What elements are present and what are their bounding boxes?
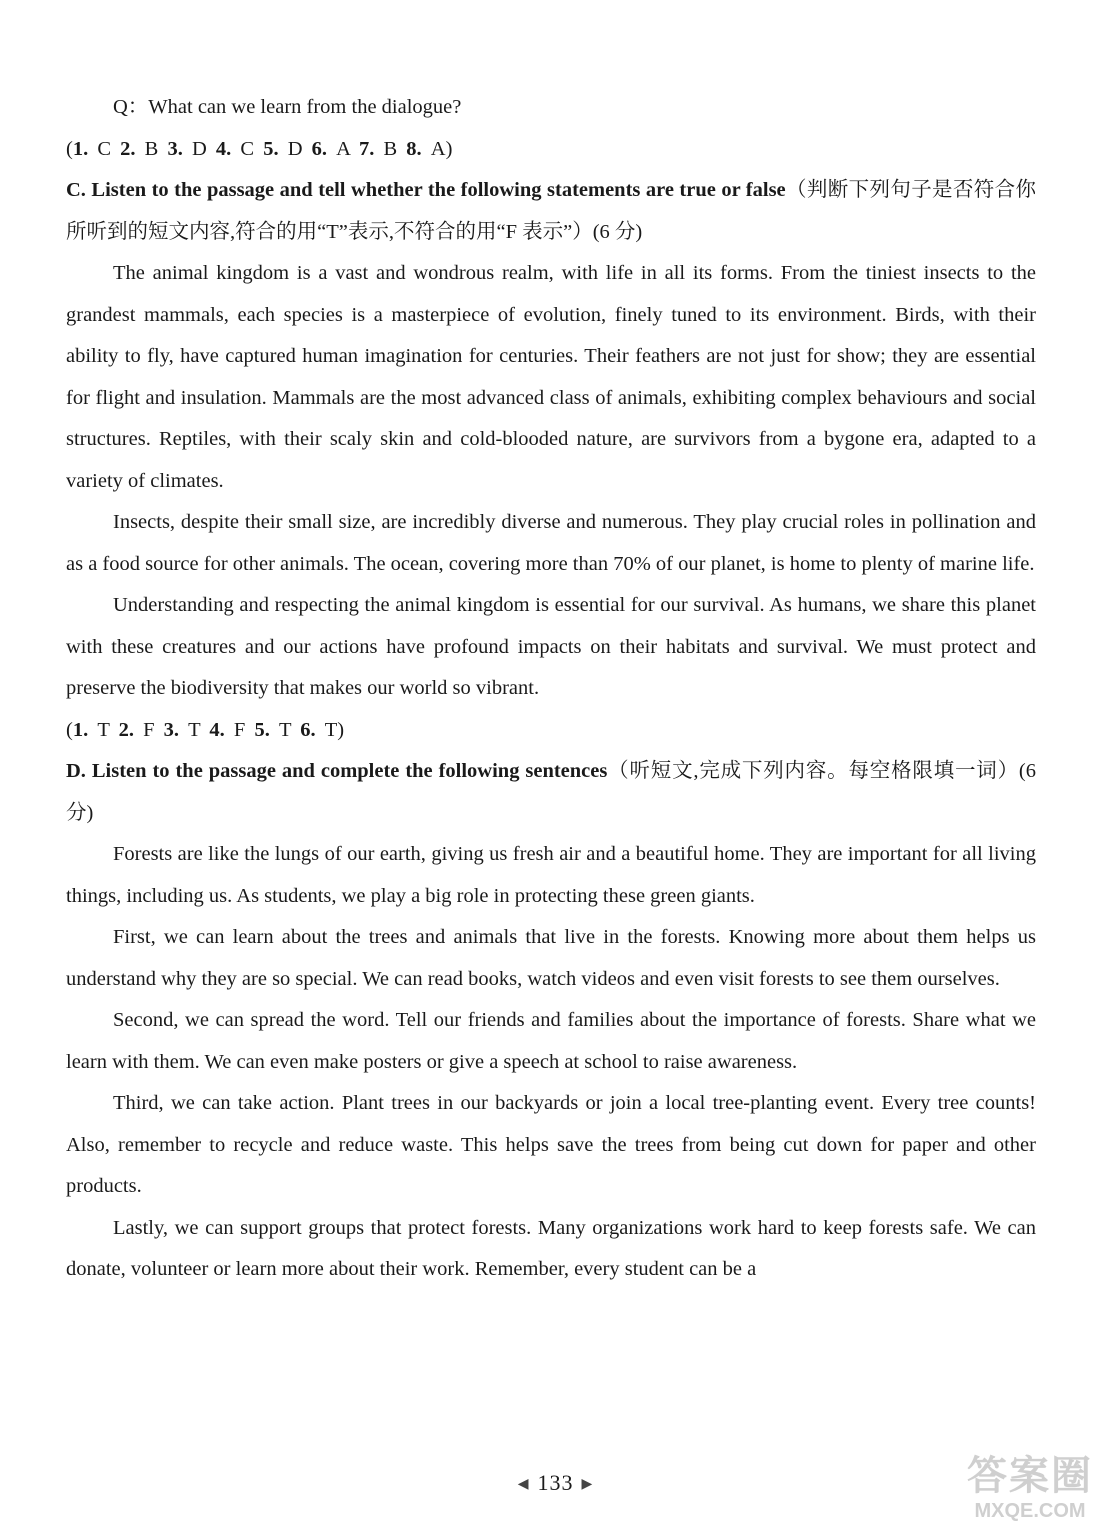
section-d-heading bbox=[66, 751, 1036, 834]
answer-val: B bbox=[144, 137, 159, 160]
section-d-title: D. Listen to the passage and complete the following sentences bbox=[66, 760, 608, 782]
right-triangle-icon: ▶ bbox=[581, 1477, 594, 1492]
answer-val: T bbox=[278, 718, 292, 741]
section-c-paragraph: Insects, despite their small size, are incredibly diverse and numerous. They play crucial roles in pollination and as a food source for other animals. The ocean, covering more than 70% of our planet, is home to plenty of marine life. bbox=[66, 511, 1036, 575]
answers-section-b bbox=[66, 129, 1036, 171]
section-d-paragraph: Third, we can take action. Plant trees in our backyards or join a local tree-planting event. Every tree counts! Also, remember to recycle and reduce waste. This helps save the trees from being cut down for paper and other products. bbox=[66, 1092, 1036, 1197]
answer-num: 1. bbox=[72, 718, 98, 741]
answer-num: 4. bbox=[215, 137, 241, 160]
section-c-title: C. Listen to the passage and tell whether the following statements are true or false bbox=[66, 179, 786, 201]
answer-val: D bbox=[287, 137, 303, 160]
section-d-paragraph: Lastly, we can support groups that protect forests. Many organizations work hard to keep forests safe. We can donate, volunteer or learn more about their work. Remember, every student can be a bbox=[66, 1216, 1036, 1280]
watermark-logo bbox=[955, 1452, 1105, 1532]
answer-num: 3. bbox=[163, 718, 189, 741]
answer-val: A) bbox=[430, 137, 453, 160]
answer-val: B bbox=[383, 137, 398, 160]
answer-num: 3. bbox=[167, 137, 192, 160]
answer-num: 8. bbox=[406, 137, 431, 160]
section-d-paragraph: Second, we can spread the word. Tell our friends and families about the importance of forests. Share what we learn with them. We can even make posters or give a speech at school to raise awareness. bbox=[66, 1009, 1036, 1073]
answer-open: ( bbox=[66, 718, 73, 741]
answer-num: 5. bbox=[254, 718, 279, 741]
page-content bbox=[66, 87, 1036, 1291]
answer-num: 1. bbox=[72, 137, 98, 160]
answer-num: 5. bbox=[263, 137, 288, 160]
answer-val: D bbox=[191, 137, 207, 160]
answer-val: F bbox=[233, 718, 246, 741]
answer-val: F bbox=[143, 718, 155, 741]
section-c-instruction: （判断下列句子是否符合你所听到的短文内容,符合的用“T”表示,不符合的用“F 表示”）(6 分) bbox=[66, 179, 1037, 243]
answer-num: 6. bbox=[311, 137, 337, 160]
answer-open: ( bbox=[66, 137, 73, 160]
watermark-en: MXQE.COM bbox=[974, 1500, 1086, 1522]
section-c-paragraph: The animal kingdom is a vast and wondrous realm, with life in all its forms. From the tiniest insects to the grandest mammals, each species is a masterpiece of evolution, finely tuned to its environment. Birds, with their ability to fly, have captured human imagination for centuries. Their feathers are not just for show; they are essential for flight and insulation. Mammals are the most advanced class of animals, exhibiting complex behaviours and social structures. Reptiles, with their scaly skin and cold-blooded nature, are survivors from a bygone era, adapted to a variety of climates. bbox=[66, 262, 1036, 492]
section-d-paragraph: Forests are like the lungs of our earth, giving us fresh air and a beautiful home. They are important for all living things, including us. As students, we play a big role in protecting these green giants. bbox=[66, 843, 1036, 907]
answer-num: 4. bbox=[209, 718, 234, 741]
answer-num: 6. bbox=[300, 718, 325, 741]
section-d-instruction: （听短文,完成下列内容。每空格限填一词）(6 分) bbox=[66, 760, 1036, 824]
answer-val: T bbox=[97, 718, 110, 741]
answer-num: 2. bbox=[118, 718, 144, 741]
left-triangle-icon: ◀ bbox=[517, 1477, 530, 1492]
answer-val: T) bbox=[324, 718, 345, 741]
answer-val: A bbox=[336, 137, 350, 160]
watermark-cn: 答案圈 bbox=[967, 1454, 1093, 1498]
section-c-paragraph: Understanding and respecting the animal kingdom is essential for our survival. As humans, we share this planet with these creatures and our actions have profound impacts on their habitats and survival. We must protect and preserve the biodiversity that makes our world so vibrant. bbox=[66, 594, 1036, 699]
section-d-paragraph: First, we can learn about the trees and animals that live in the forests. Knowing more about them helps us understand why they are so special. We can read books, watch videos and even visit forests to see them ourselves. bbox=[66, 926, 1036, 990]
section-c-heading bbox=[66, 170, 1036, 253]
answer-val: C bbox=[97, 137, 112, 160]
answer-num: 7. bbox=[358, 137, 384, 160]
answer-val: T bbox=[188, 718, 201, 741]
page-number: 133 bbox=[537, 1470, 574, 1495]
page-footer bbox=[0, 1468, 1111, 1500]
answer-val: C bbox=[240, 137, 255, 160]
answer-num: 2. bbox=[120, 137, 145, 160]
question-line: Q：What can we learn from the dialogue? bbox=[113, 96, 462, 118]
answers-section-c bbox=[66, 710, 1036, 752]
